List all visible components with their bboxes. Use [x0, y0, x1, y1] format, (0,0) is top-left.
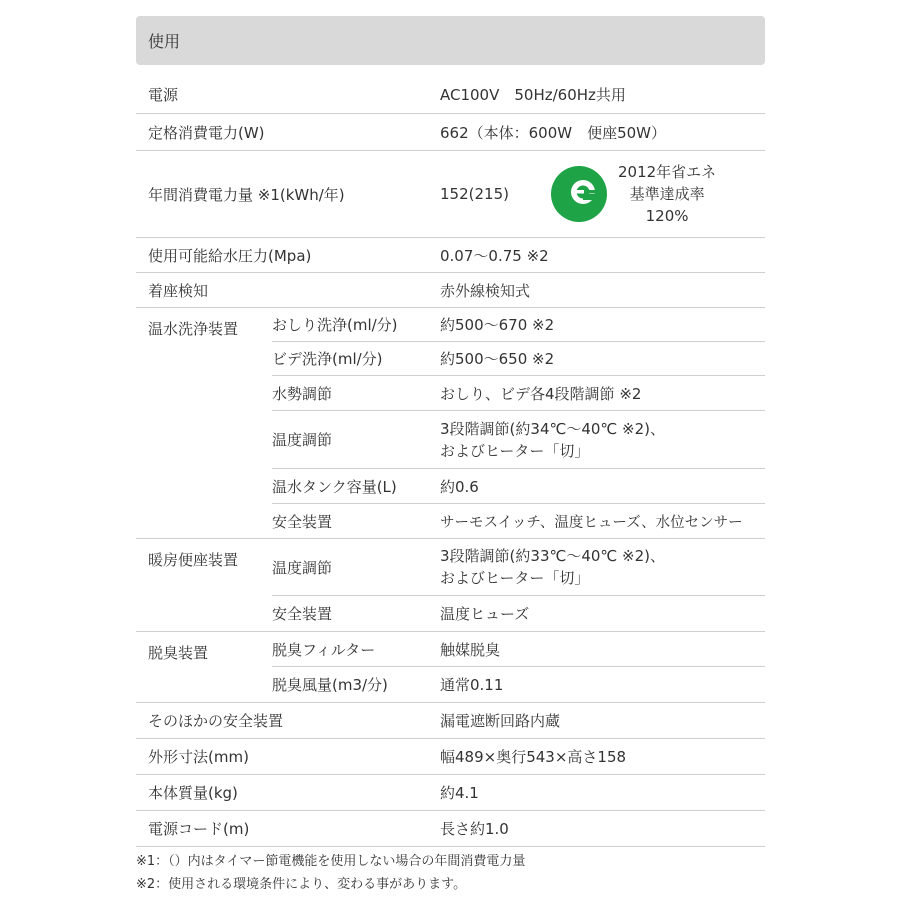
eco-line: 120% [645, 207, 689, 225]
row-value: 漏電遮断回路内蔵 [440, 712, 561, 730]
sub-label: ビデ洗浄(ml/分) [272, 342, 430, 376]
row-water-pressure [136, 238, 765, 273]
row-value: 約4.1 [440, 784, 479, 802]
value-line: 3段階調節(約33℃〜40℃ ※2)、 [440, 547, 665, 565]
e-mark-icon [550, 165, 608, 223]
row-value [430, 151, 765, 237]
row-value: 幅489×奥行543×高さ158 [440, 748, 627, 766]
sub-label: おしり洗浄(ml/分) [272, 308, 430, 342]
row-annual-power [136, 151, 765, 238]
footnote-1: ※1：（）内はタイマー節電機能を使用しない場合の年間消費電力量 [136, 854, 526, 869]
group-label: 暖房便座装置 [148, 551, 239, 569]
group-label: 脱臭装置 [148, 644, 209, 662]
group-rows [272, 539, 765, 631]
group-warm-water [136, 308, 765, 539]
row-label: 着座検知 [148, 281, 209, 300]
row-rated-power [136, 114, 765, 151]
row-value: 長さ約1.0 [440, 820, 509, 838]
group-rows [272, 632, 765, 702]
sub-row [272, 504, 765, 538]
sub-value: サーモスイッチ、温度ヒューズ、水位センサー [440, 514, 743, 531]
row-value: 赤外線検知式 [440, 281, 531, 300]
sub-label: 温度調節 [272, 411, 430, 469]
group-heated-seat [136, 539, 765, 632]
sub-row [272, 632, 765, 667]
sub-value: 通常0.11 [440, 676, 504, 694]
row-other-safety [136, 703, 765, 739]
row-label: 電源コード(m) [148, 820, 250, 838]
sub-row [272, 469, 765, 504]
group-deodorizer [136, 632, 765, 703]
section-title: 使用 [148, 32, 181, 51]
row-label: 使用可能給水圧力(Mpa) [148, 246, 312, 265]
sub-row [272, 376, 765, 411]
footnotes [136, 850, 525, 896]
row-label: そのほかの安全装置 [148, 712, 284, 730]
sub-value: 触媒脱臭 [430, 632, 765, 667]
row-value: 662（本体：600W 便座50W） [440, 123, 667, 142]
sub-value: 約500〜670 ※2 [430, 308, 765, 342]
annual-power-value: 152(215) [440, 185, 509, 203]
value-line: およびヒーター「切」 [440, 441, 590, 460]
sub-label: 脱臭フィルター [272, 632, 430, 667]
row-value: AC100V 50Hz/60Hz共用 [440, 85, 626, 104]
sub-label: 温水タンク容量(L) [272, 469, 430, 504]
sub-row [272, 342, 765, 376]
sub-value: 約0.6 [430, 469, 765, 504]
sub-label: 脱臭風量(m3/分) [272, 676, 388, 694]
row-label: 定格消費電力(W) [148, 123, 265, 142]
sub-row [272, 596, 765, 631]
row-value: 0.07〜0.75 ※2 [440, 246, 549, 265]
group-rows [272, 308, 765, 538]
sub-value: 温度ヒューズ [440, 605, 530, 623]
group-label: 温水洗浄装置 [148, 320, 239, 338]
sub-value: 約500〜650 ※2 [430, 342, 765, 376]
footnote-2: ※2：使用される環境条件により、変わる事があります。 [136, 877, 467, 892]
sub-label: 水勢調節 [272, 376, 430, 411]
value-line: およびヒーター「切」 [440, 569, 590, 587]
sub-label: 安全装置 [272, 605, 333, 623]
row-cord [136, 811, 765, 847]
spec-rows [136, 75, 765, 847]
eco-line: 2012年省エネ [618, 163, 717, 181]
sub-value: おしり、ビデ各4段階調節 ※2 [430, 376, 765, 411]
sub-value [430, 539, 765, 596]
eco-achievement [618, 161, 716, 227]
row-dimensions [136, 739, 765, 775]
sub-label: 温度調節 [272, 539, 430, 596]
sub-label: 安全装置 [272, 512, 333, 531]
row-label: 電源 [148, 85, 179, 104]
row-label: 外形寸法(mm) [148, 748, 249, 766]
row-label: 本体質量(kg) [148, 784, 238, 802]
row-label: 年間消費電力量 ※1(kWh/年) [148, 185, 345, 204]
row-seat-detection [136, 273, 765, 308]
value-line: 3段階調節(約34℃〜40℃ ※2)、 [440, 419, 665, 438]
sub-value [430, 411, 765, 469]
sub-row [272, 411, 765, 469]
sub-row [272, 539, 765, 596]
sub-row [272, 667, 765, 702]
row-weight [136, 775, 765, 811]
eco-line: 基準達成率 [629, 185, 705, 203]
sub-row [272, 308, 765, 342]
section-header [136, 16, 765, 65]
row-power-source [136, 75, 765, 114]
spec-table [136, 16, 765, 847]
